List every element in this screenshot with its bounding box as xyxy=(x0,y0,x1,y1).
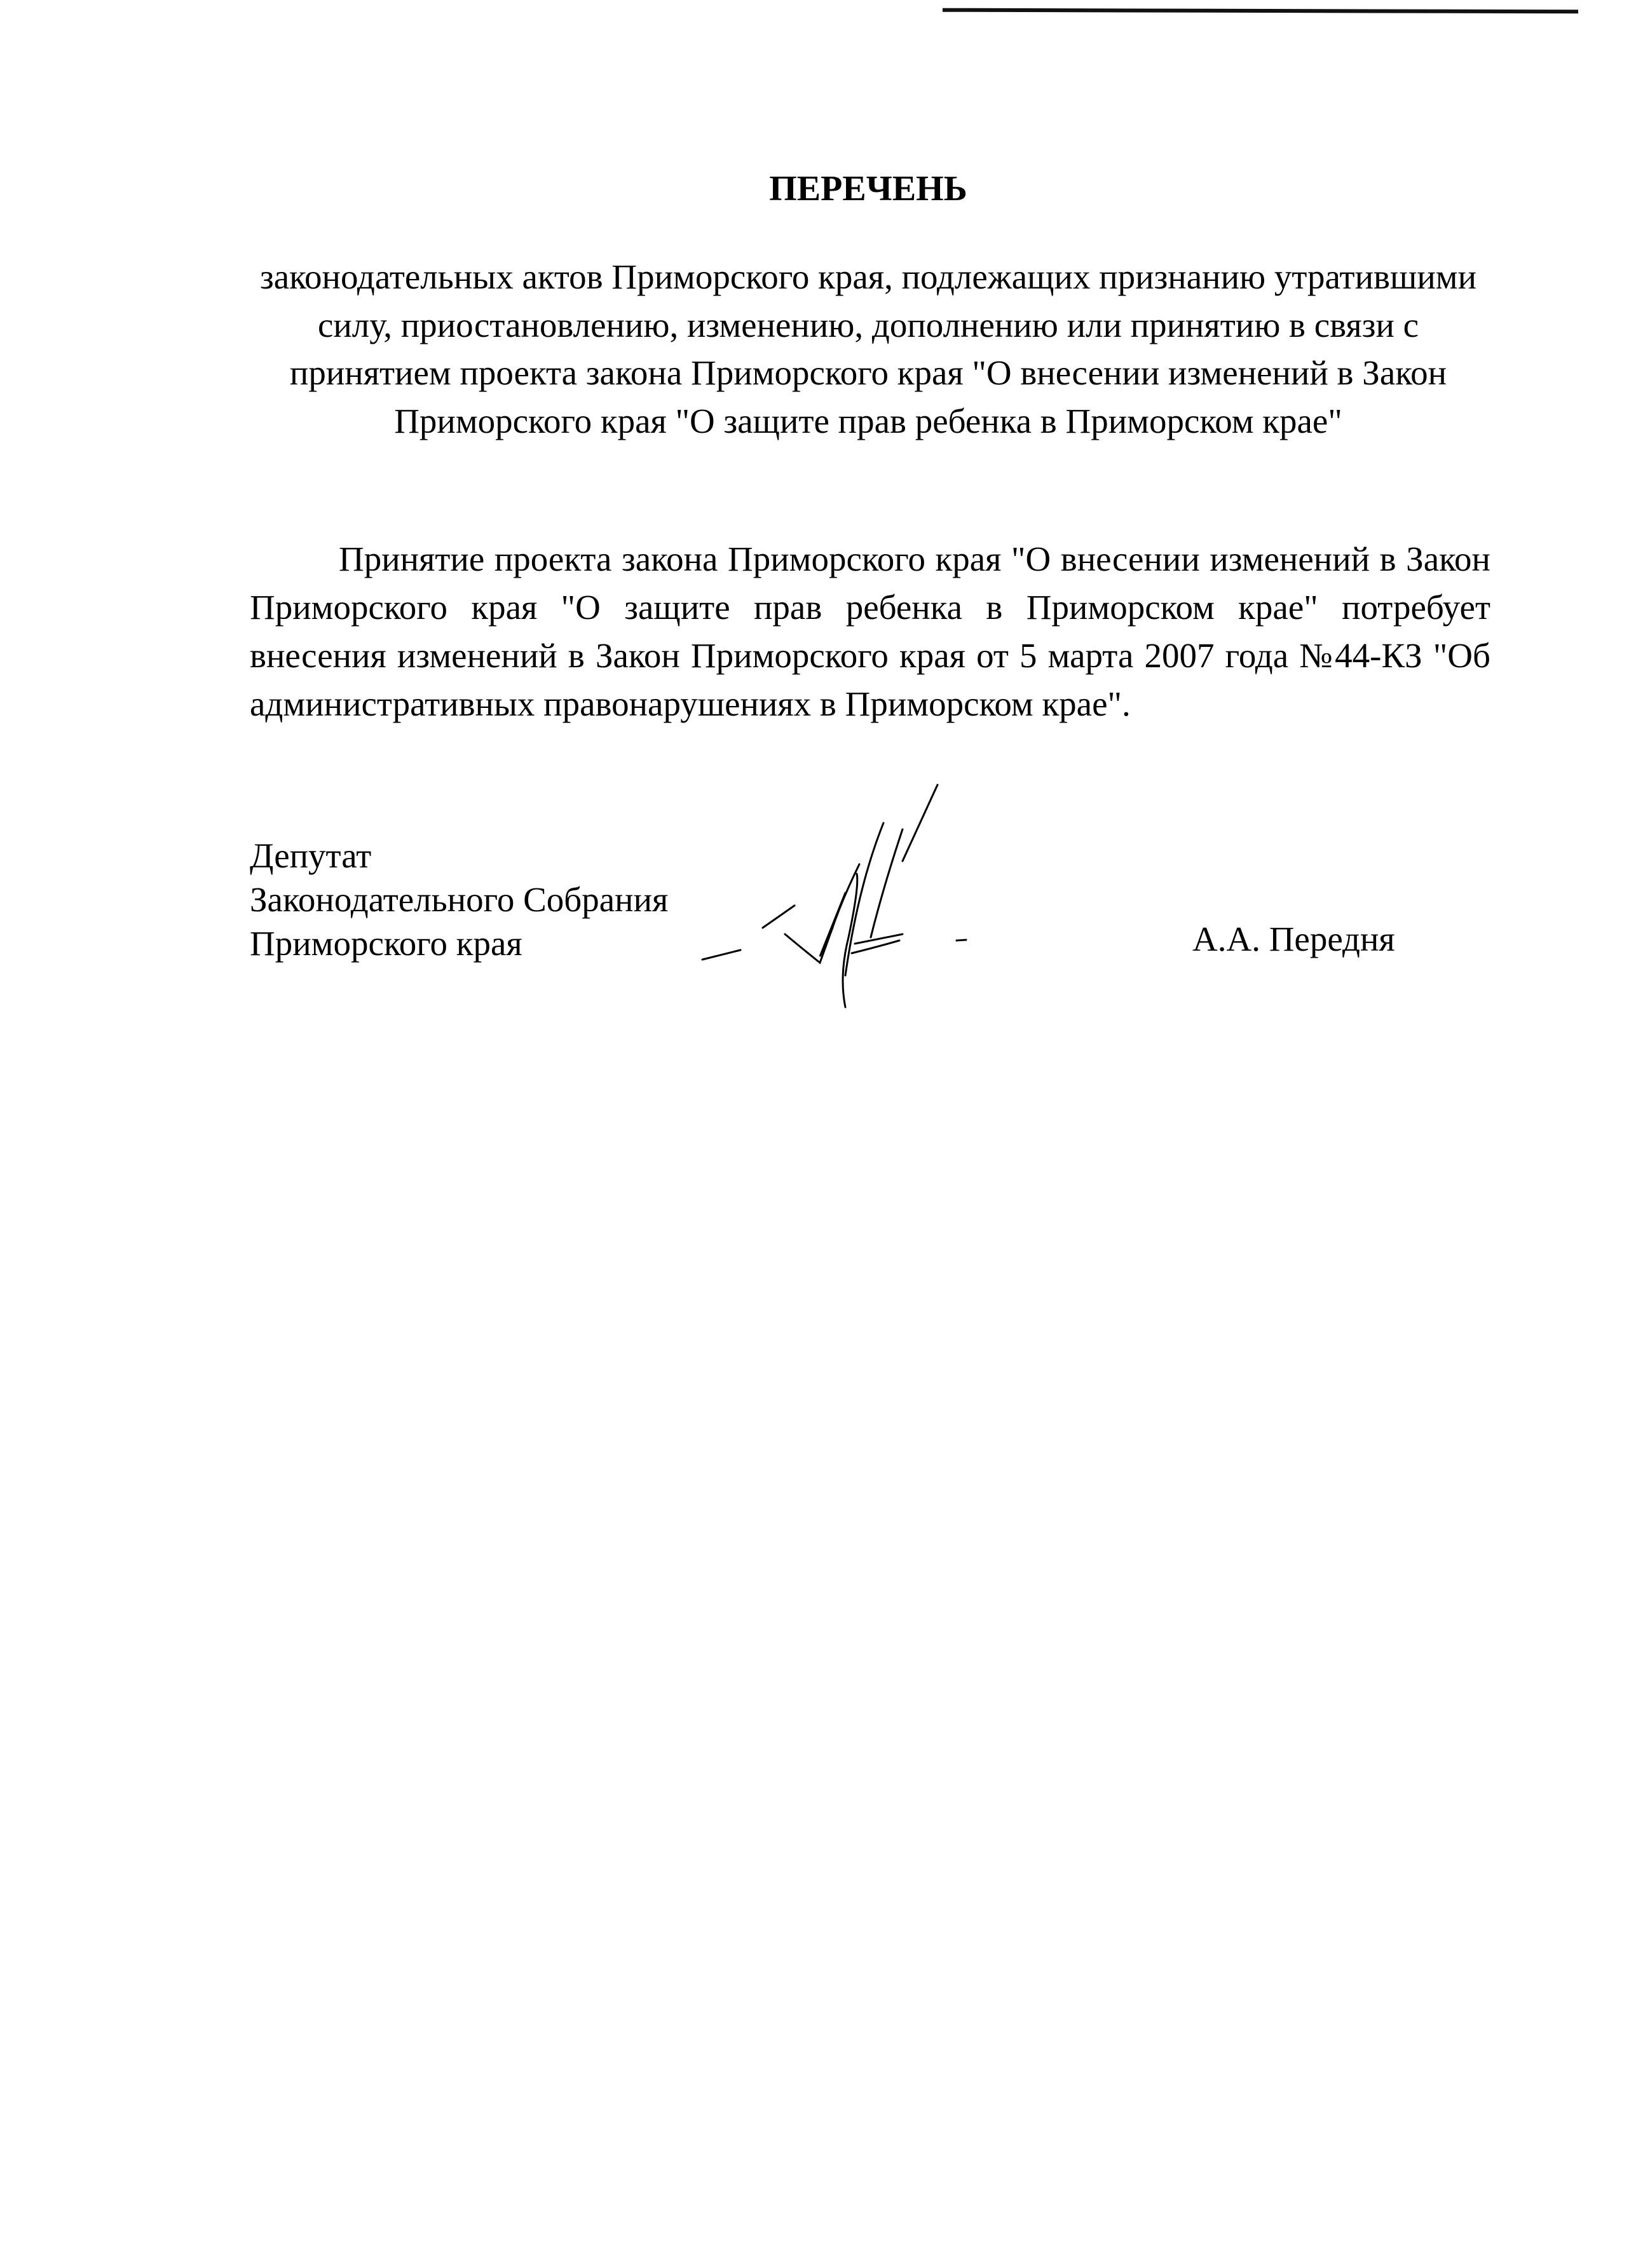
document-title: ПЕРЕЧЕНЬ xyxy=(769,169,967,208)
position-line: Приморского края xyxy=(250,924,522,963)
signatory-name: А.А. Передня xyxy=(1192,920,1395,958)
handwritten-signature xyxy=(693,772,1100,1014)
document-subtitle: законодательных актов Приморского края, подлежащих признанию утратившими силу, приостановлению, изменению, дополнению или принятию в связи с принятием проекта закона Приморского края "О внесении изменений в Закон Приморского края "О защите прав ребенка в Приморском крае" xyxy=(259,257,1477,440)
scan-edge-line xyxy=(943,8,1578,14)
signatory-position xyxy=(250,834,668,965)
position-line: Депутат xyxy=(250,836,372,875)
position-line: Законодательного Собрания xyxy=(250,880,669,919)
body-paragraph: Принятие проекта закона Приморского края "О внесении изменений в Закон Приморского края "О защите прав ребенка в Приморском крае" потребует внесения изменений в Закон Приморского края от 5 марта 2007 года №44-КЗ "Об административных правонарушениях в Приморском крае". xyxy=(250,540,1490,723)
